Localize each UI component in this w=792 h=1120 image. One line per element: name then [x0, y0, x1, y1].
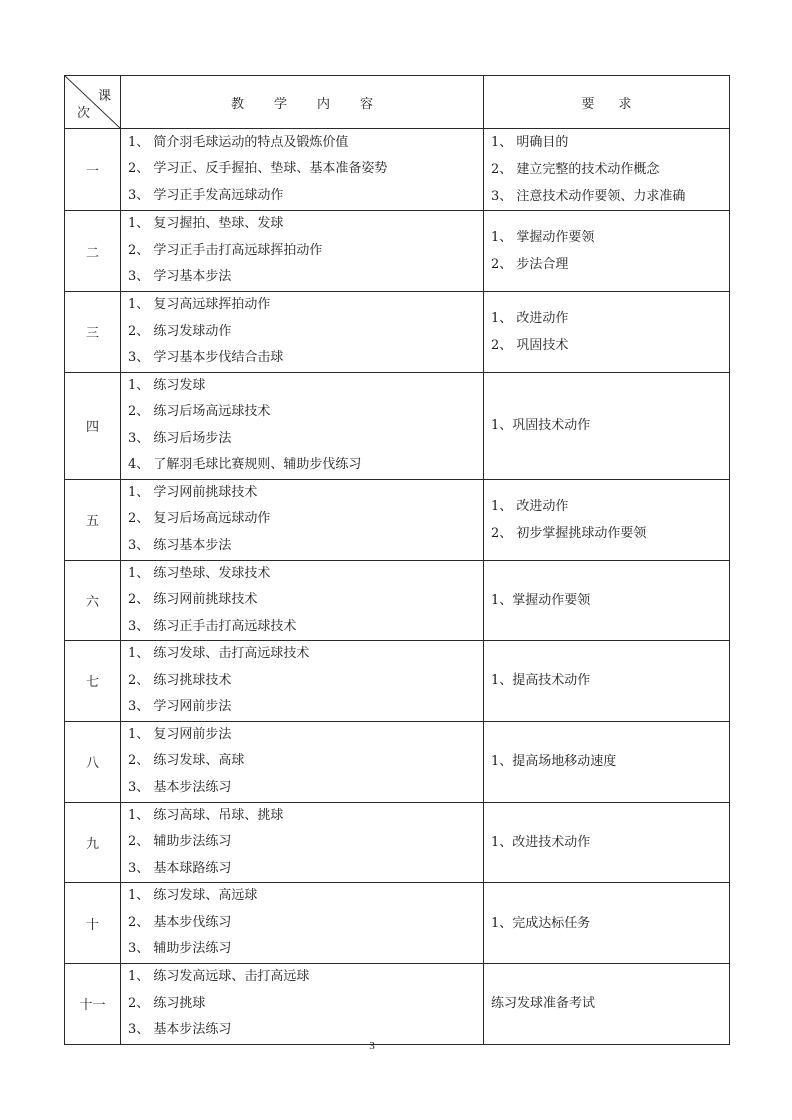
- lesson-number-cell: 十一: [65, 964, 121, 1045]
- table-row: [65, 802, 730, 883]
- requirement-item: 练习发球准备考试: [491, 996, 596, 1012]
- content-item: 2、 练习挑球技术: [128, 672, 232, 688]
- content-item: 2、 练习发球、高球: [128, 753, 245, 769]
- header-corner-top: 课: [97, 89, 111, 104]
- content-item: 2、 练习后场高远球技术: [128, 404, 271, 419]
- requirement-item: 1、 掌握动作要领: [491, 230, 595, 245]
- lesson-number-cell: 五: [65, 479, 121, 560]
- content-item: 1、 练习发球、击打高远球技术: [128, 646, 310, 661]
- content-item: 3、 基本球路练习: [128, 860, 232, 876]
- content-item: 2、 练习挑球: [128, 995, 206, 1011]
- content-item: 2、 练习发球动作: [128, 323, 232, 339]
- table-row: [65, 964, 730, 1045]
- teaching-content-cell: [121, 560, 484, 641]
- header-char: 求: [618, 96, 632, 112]
- requirement-item: 1、改进技术动作: [491, 834, 591, 850]
- requirement-cell: [484, 292, 730, 373]
- content-item: 3、 基本步法练习: [128, 779, 232, 795]
- requirement-item: 1、掌握动作要领: [491, 592, 591, 608]
- content-item: 2、 辅助步法练习: [128, 834, 232, 849]
- requirement-item: 1、 改进动作: [491, 498, 569, 514]
- table-row: [65, 883, 730, 964]
- content-item: 3、 学习正手发高远球动作: [128, 187, 284, 203]
- badminton-lesson-plan-table: [64, 75, 730, 1045]
- content-item: 4、 了解羽毛球比赛规则、辅助步伐练习: [128, 457, 362, 472]
- teaching-content-cell: [121, 802, 484, 883]
- content-item: 1、 练习发高远球、击打高远球: [128, 969, 310, 984]
- requirement-item: 3、 注意技术动作要领、力求准确: [491, 189, 686, 204]
- header-char: 学: [273, 96, 287, 112]
- content-item: 1、 学习网前挑球技术: [128, 484, 258, 500]
- content-item: 2、 学习正手击打高远球挥拍动作: [128, 242, 323, 258]
- content-item: 3、 学习网前步法: [128, 699, 232, 714]
- lesson-number-cell: 二: [65, 211, 121, 292]
- table-row: [65, 641, 730, 722]
- teaching-content-cell: [121, 292, 484, 373]
- content-item: 3、 练习后场步法: [128, 430, 232, 446]
- content-item: 1、 练习高球、吊球、挑球: [128, 807, 284, 823]
- lesson-number-cell: 八: [65, 721, 121, 802]
- requirement-cell: [484, 721, 730, 802]
- requirement-cell: [484, 129, 730, 211]
- teaching-content-cell: [121, 964, 484, 1045]
- content-item: 3、 学习基本步法: [128, 269, 232, 285]
- requirement-item: 1、 改进动作: [491, 310, 569, 326]
- lesson-number-cell: 九: [65, 802, 121, 883]
- content-item: 1、 简介羽毛球运动的特点及锻炼价值: [128, 134, 349, 150]
- requirement-item: 1、 明确目的: [491, 135, 569, 150]
- requirement-item: 1、巩固技术动作: [491, 418, 591, 433]
- requirement-column-header: [484, 76, 730, 129]
- lesson-number-cell: 六: [65, 560, 121, 641]
- header-char: 内: [317, 96, 331, 112]
- teaching-content-cell: [121, 211, 484, 292]
- header-char: 要: [581, 96, 595, 112]
- content-item: 1、 复习高远球挥拍动作: [128, 297, 271, 312]
- requirement-cell: [484, 964, 730, 1045]
- requirement-item: 1、提高技术动作: [491, 673, 591, 689]
- content-item: 1、 复习网前步法: [128, 726, 232, 742]
- header-char: 容: [360, 96, 374, 112]
- content-item: 3、 练习基本步法: [128, 537, 232, 553]
- content-item: 3、 学习基本步伐结合击球: [128, 350, 284, 365]
- header-char: 教: [230, 96, 244, 112]
- requirement-cell: [484, 883, 730, 964]
- requirement-cell: [484, 372, 730, 479]
- table-body: [65, 129, 730, 1045]
- table-header-row: [65, 76, 730, 129]
- page-number: 3: [369, 1040, 375, 1052]
- requirement-item: 2、 步法合理: [491, 257, 569, 272]
- requirement-item: 1、提高场地移动速度: [491, 754, 617, 769]
- lesson-number-cell: 三: [65, 292, 121, 373]
- content-column-header: [121, 76, 484, 129]
- content-item: 1、 练习发球: [128, 377, 206, 393]
- diagonal-divider-icon: [65, 76, 120, 128]
- table-row: [65, 129, 730, 211]
- teaching-content-cell: [121, 372, 484, 479]
- content-item: 2、 学习正、反手握拍、垫球、基本准备姿势: [128, 161, 388, 177]
- lesson-number-cell: 十: [65, 883, 121, 964]
- teaching-content-cell: [121, 883, 484, 964]
- content-item: 3、 基本步法练习: [128, 1022, 232, 1037]
- requirement-cell: [484, 641, 730, 722]
- requirement-item: 2、 巩固技术: [491, 337, 569, 353]
- requirement-cell: [484, 479, 730, 560]
- teaching-content-cell: [121, 721, 484, 802]
- lesson-number-cell: 四: [65, 372, 121, 479]
- table-row: [65, 479, 730, 560]
- content-item: 2、 练习网前挑球技术: [128, 592, 258, 607]
- header-corner-bottom: 次: [77, 106, 91, 121]
- table-row: [65, 292, 730, 373]
- lesson-number-cell: 一: [65, 129, 121, 211]
- table-row: [65, 721, 730, 802]
- table-row: [65, 560, 730, 641]
- requirement-cell: [484, 560, 730, 641]
- teaching-content-cell: [121, 479, 484, 560]
- content-item: 1、 复习握拍、垫球、发球: [128, 216, 284, 232]
- requirement-item: 1、完成达标任务: [491, 915, 591, 931]
- lesson-number-cell: 七: [65, 641, 121, 722]
- requirement-cell: [484, 211, 730, 292]
- content-item: 3、 辅助步法练习: [128, 941, 232, 957]
- requirement-item: 2、 初步掌握挑球动作要领: [491, 525, 647, 541]
- teaching-content-cell: [121, 641, 484, 722]
- table-row: [65, 372, 730, 479]
- content-item: 1、 练习发球、高远球: [128, 888, 258, 904]
- table-row: [65, 211, 730, 292]
- requirement-cell: [484, 802, 730, 883]
- teaching-content-cell: [121, 129, 484, 211]
- content-item: 1、 练习垫球、发球技术: [128, 565, 271, 581]
- lesson-number-header-cell: [65, 76, 121, 129]
- content-item: 2、 复习后场高远球动作: [128, 511, 271, 527]
- requirement-item: 2、 建立完整的技术动作概念: [491, 162, 660, 177]
- content-item: 3、 练习正手击打高远球技术: [128, 618, 297, 634]
- content-item: 2、 基本步伐练习: [128, 914, 232, 930]
